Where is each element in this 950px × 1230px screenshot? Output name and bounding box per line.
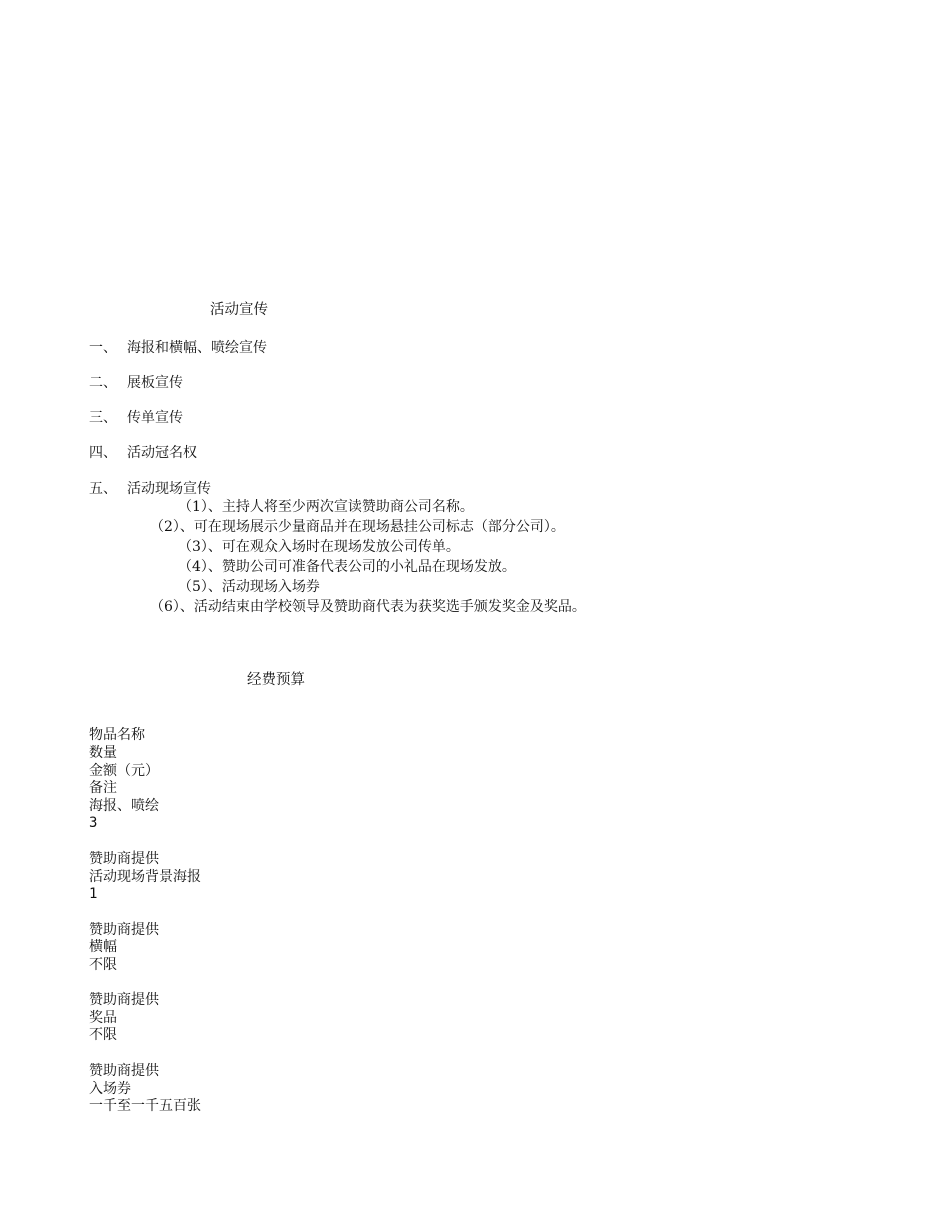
promotion-subitem-4: （4）、赞助公司可准备代表公司的小礼品在现场发放。 <box>178 559 516 575</box>
budget-title: 经费预算 <box>247 672 305 688</box>
budget-row-4-name: 奖品 <box>89 1010 117 1026</box>
promotion-subitem-6: （6）、活动结束由学校领导及赞助商代表为获奖选手颁发奖金及奖品。 <box>150 599 586 615</box>
budget-row-5-quantity: 一千至一千五百张 <box>89 1098 201 1114</box>
budget-header-note: 备注 <box>89 780 117 796</box>
budget-row-2-name: 活动现场背景海报 <box>89 869 201 885</box>
budget-row-1-note: 赞助商提供 <box>89 851 159 867</box>
budget-header-amount: 金额（元） <box>89 763 159 779</box>
promotion-item-text: 活动现场宣传 <box>127 481 211 497</box>
budget-row-4-note: 赞助商提供 <box>89 1063 159 1079</box>
budget-row-1-name: 海报、喷绘 <box>89 798 159 814</box>
budget-row-2-quantity: 1 <box>89 886 98 902</box>
promotion-item-text: 海报和横幅、喷绘宣传 <box>127 340 267 356</box>
promotion-item-text: 传单宣传 <box>127 410 183 426</box>
promotion-item-number: 一、 <box>89 340 117 356</box>
promotion-subitem-1: （1）、主持人将至少两次宣读赞助商公司名称。 <box>178 499 474 515</box>
promotion-item-5 <box>89 480 211 498</box>
promotion-subitem-2: （2）、可在现场展示少量商品并在现场悬挂公司标志（部分公司）。 <box>150 519 565 535</box>
promotion-item-number: 三、 <box>89 410 117 426</box>
budget-row-4-quantity: 不限 <box>89 1027 117 1043</box>
promotion-item-1 <box>89 339 267 357</box>
promotion-item-3 <box>89 409 183 427</box>
promotion-item-4 <box>89 444 197 462</box>
budget-header-name: 物品名称 <box>89 727 145 743</box>
promotion-subitem-5: （5）、活动现场入场券 <box>178 579 320 595</box>
budget-row-1-quantity: 3 <box>89 815 98 831</box>
promotion-item-number: 四、 <box>89 445 117 461</box>
promotion-item-text: 活动冠名权 <box>127 445 197 461</box>
promotion-title: 活动宣传 <box>210 302 268 318</box>
promotion-item-2 <box>89 374 183 392</box>
promotion-item-number: 五、 <box>89 481 117 497</box>
budget-row-3-note: 赞助商提供 <box>89 992 159 1008</box>
budget-row-3-quantity: 不限 <box>89 957 117 973</box>
budget-header-quantity: 数量 <box>89 745 117 761</box>
budget-row-3-name: 横幅 <box>89 939 117 955</box>
promotion-item-text: 展板宣传 <box>127 375 183 391</box>
promotion-item-number: 二、 <box>89 375 117 391</box>
budget-row-2-note: 赞助商提供 <box>89 922 159 938</box>
promotion-subitem-3: （3）、可在观众入场时在现场发放公司传单。 <box>178 539 460 555</box>
budget-row-5-name: 入场券 <box>89 1081 131 1097</box>
